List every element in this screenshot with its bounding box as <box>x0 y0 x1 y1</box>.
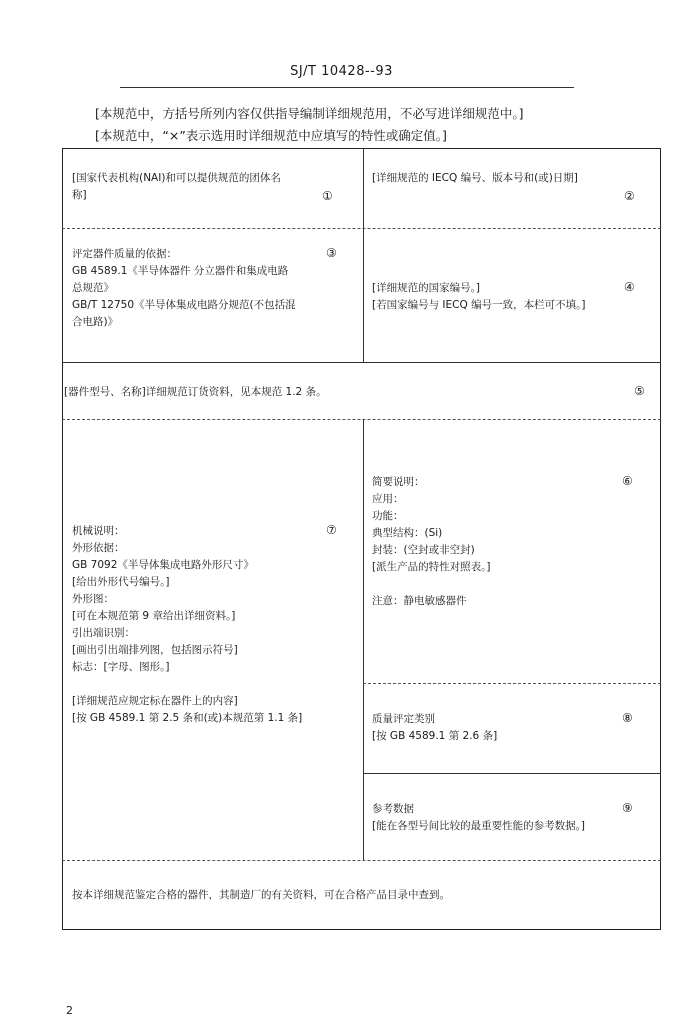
box7-line-3: GB 7092《半导体集成电路外形尺寸》 <box>72 559 254 571</box>
box8-line-2: [按 GB 4589.1 第 2.6 条] <box>372 730 498 742</box>
box1-line-1: [国家代表机构(NAI)和可以提供规范的团体名 <box>72 172 281 184</box>
box6-number: ⑥ <box>622 474 633 488</box>
box1-line-2: 称] <box>72 189 87 201</box>
box7-line-5: 外形图： <box>72 593 114 605</box>
box7-line-1: 机械说明： <box>72 525 125 537</box>
box3-line-2: GB 4589.1《半导体器件 分立器件和集成电路 <box>72 265 289 277</box>
box6-line-7 <box>372 576 490 593</box>
box2-number: ② <box>624 189 635 203</box>
box1-number: ① <box>322 189 333 203</box>
box2-iecq-number <box>372 170 578 187</box>
box6-line-4: 典型结构：(Si) <box>372 527 443 539</box>
box6-line-2: 应用： <box>372 493 404 505</box>
box7-line-10 <box>72 676 302 693</box>
box4-line-2: [若国家编号与 IECQ 编号一致，本栏可不填。] <box>372 299 586 311</box>
box7-mechanical-description <box>72 523 302 727</box>
box6-line-5: 封装：(空封或非空封) <box>372 544 475 556</box>
right-divider-1 <box>363 683 661 684</box>
box9-line-1: 参考数据 <box>372 803 414 815</box>
note-line-2: [本规范中，“×”表示选用时详细规范中应填写的特性或确定值。] <box>95 128 447 143</box>
box3-line-4: GB/T 12750《半导体集成电路分规范(不包括混 <box>72 299 296 311</box>
qualified-products-note: 按本详细规范鉴定合格的器件，其制造厂的有关资料，可在合格产品目录中查到。 <box>72 889 450 901</box>
header-rule <box>120 87 574 88</box>
box7-line-4: [给出外形代号编号。] <box>72 576 170 588</box>
doc-id-header: SJ/T 10428--93 <box>290 64 393 79</box>
right-divider-2 <box>363 773 661 774</box>
col-divider-bottom <box>363 419 364 860</box>
box6-brief-description <box>372 474 490 610</box>
box8-assessment-category <box>372 711 497 745</box>
box7-line-7: 引出端识别： <box>72 627 135 639</box>
box7-line-12: [按 GB 4589.1 第 2.5 条和(或)本规范第 1.1 条] <box>72 712 303 724</box>
box5-number: ⑤ <box>634 384 645 398</box>
page-number: 2 <box>66 1004 73 1017</box>
row-divider-1 <box>62 228 661 229</box>
box6-line-8: 注意：静电敏感器件 <box>372 595 467 607</box>
box5-ordering-info <box>64 384 327 401</box>
box6-line-1: 简要说明： <box>372 476 425 488</box>
box3-number: ③ <box>326 246 337 260</box>
box3-line-3: 总规范》 <box>72 282 114 294</box>
box3-line-1: 评定器件质量的依据： <box>72 248 177 260</box>
row-divider-3 <box>62 419 661 420</box>
row-divider-4 <box>62 860 661 861</box>
box3-line-5: 合电路)》 <box>72 316 119 328</box>
box3-quality-basis <box>72 246 296 331</box>
box5-line-1: [器件型号、名称]详细规范订货资料，见本规范 1.2 条。 <box>64 386 327 398</box>
note-line-1: [本规范中，方括号所列内容仅供指导编制详细规范用，不必写进详细规范中。] <box>95 106 524 121</box>
box7-line-2: 外形依据： <box>72 542 125 554</box>
box9-number: ⑨ <box>622 801 633 815</box>
row-divider-2 <box>62 362 661 363</box>
box7-line-11: [详细规范应规定标在器件上的内容] <box>72 695 238 707</box>
col-divider-top <box>363 148 364 362</box>
box7-line-9: 标志：[字母、图形。] <box>72 661 170 673</box>
box8-number: ⑧ <box>622 711 633 725</box>
box9-reference-data <box>372 801 585 835</box>
box6-line-6: [派生产品的特性对照表。] <box>372 561 491 573</box>
box8-line-1: 质量评定类别 <box>372 713 435 725</box>
box2-line-1: [详细规范的 IECQ 编号、版本号和(或)日期] <box>372 172 578 184</box>
box4-national-number <box>372 280 585 314</box>
box4-number: ④ <box>624 280 635 294</box>
box7-line-8: [画出引出端排列图，包括图示符号] <box>72 644 238 656</box>
box7-number: ⑦ <box>326 523 337 537</box>
box6-line-3: 功能： <box>372 510 404 522</box>
box9-line-2: [能在各型号间比较的最重要性能的参考数据。] <box>372 820 585 832</box>
box7-line-6: [可在本规范第 9 章给出详细资料。] <box>72 610 236 622</box>
box4-line-1: [详细规范的国家编号。] <box>372 282 480 294</box>
box1-national-body <box>72 170 281 204</box>
